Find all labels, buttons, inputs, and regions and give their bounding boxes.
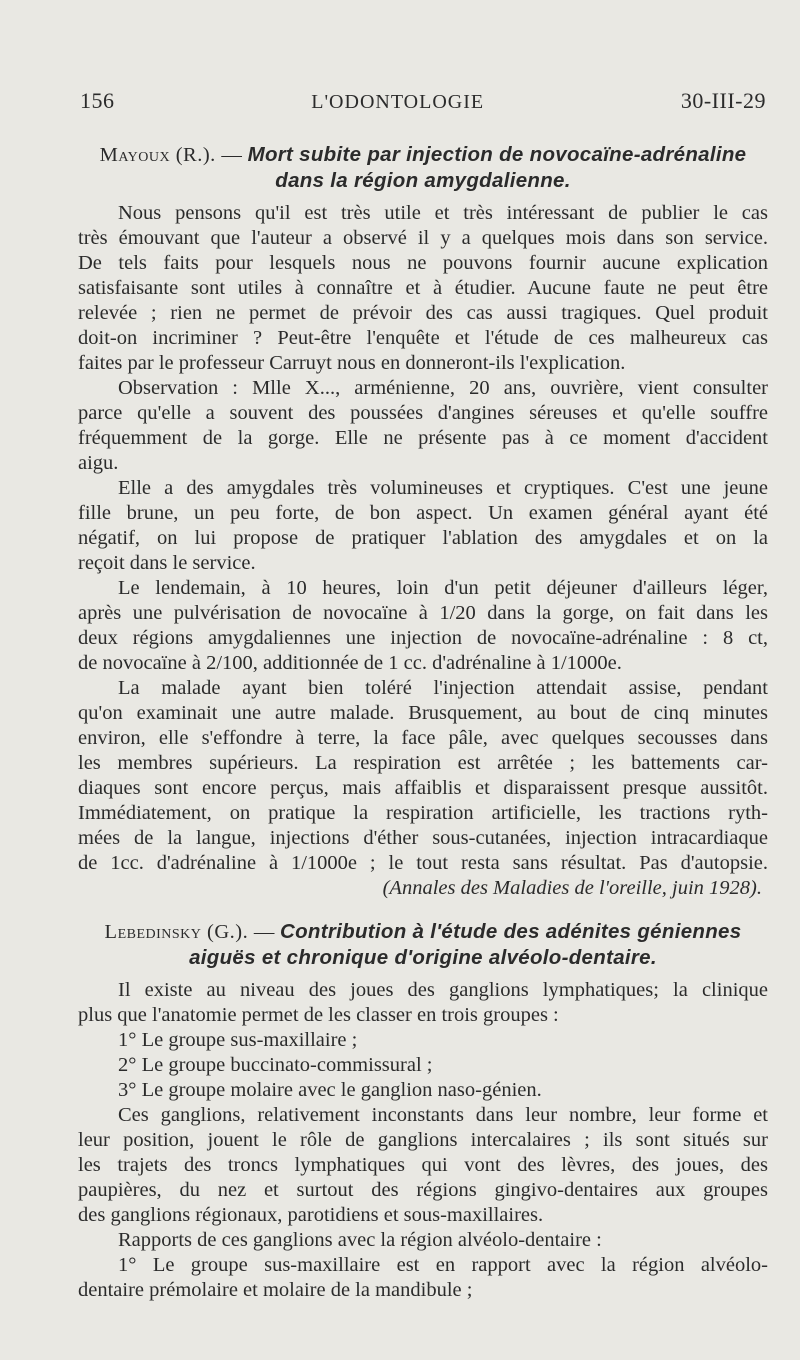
article1-line: aigu.: [78, 452, 119, 474]
article2-title-line1: Contribution à l'étude des adénites géniennes: [279, 920, 742, 943]
article1-line: après une pulvérisation de novocaïne à 1/20 dans la gorge, on fait dans les: [78, 602, 768, 624]
article1-line: Le lendemain, à 10 heures, loin d'un petit déjeuner d'ailleurs léger,: [118, 577, 768, 599]
list-item: 3° Le groupe molaire avec le ganglion naso-génien.: [118, 1079, 542, 1101]
article1-line: environ, elle s'effondre à terre, la face pâle, avec quelques secousses dans: [78, 727, 768, 749]
list-item: 1° Le groupe sus-maxillaire ;: [118, 1029, 358, 1051]
article1-line: reçoit dans le service.: [78, 552, 256, 574]
article1-line: de 1cc. d'adrénaline à 1/1000e ; le tout resta sans résultat. Pas d'autopsie.: [78, 852, 768, 874]
article1-line: Elle a des amygdales très volumineuses et cryptiques. C'est une jeune: [118, 477, 768, 499]
article1-line: qu'on examinait une autre malade. Brusquement, au bout de cinq minutes: [78, 702, 768, 724]
article2-line: des ganglions régionaux, parotidiens et sous-maxillaires.: [78, 1204, 544, 1226]
observation-line: Observation : Mlle X..., arménienne, 20 ans, ouvrière, vient consulter: [118, 377, 768, 399]
article1-line: Nous pensons qu'il est très utile et très intéressant de publier le cas: [118, 202, 768, 224]
article1-heading: [78, 142, 768, 168]
article1-line: satisfaisante sont utiles à connaître et à étudier. Aucune faute ne peut être: [78, 277, 768, 299]
article2-line: plus que l'anatomie permet de les classer en trois groupes :: [78, 1004, 559, 1026]
article2-line: Ces ganglions, relativement inconstants dans leur nombre, leur forme et: [118, 1104, 768, 1126]
article2-line: Rapports de ces ganglions avec la région alvéolo-dentaire :: [118, 1229, 602, 1251]
article2-title-line2: aiguës et chronique d'origine alvéolo-dentaire.: [189, 946, 657, 969]
article1-line: de novocaïne à 2/100, additionnée de 1 cc. d'adrénaline à 1/1000e.: [78, 652, 622, 674]
journal-title: L'ODONTOLOGIE: [311, 91, 485, 113]
article1-line: mées de la langue, injections d'éther sous-cutanées, injection intracardiaque: [78, 827, 768, 849]
article1-line: La malade ayant bien toléré l'injection attendait assise, pendant: [118, 677, 768, 699]
article1-line: doit-on incriminer ? Peut-être l'enquête et l'étude de ces malheureux cas: [78, 327, 768, 349]
article1-title-line2: dans la région amygdalienne.: [275, 169, 571, 192]
citation: (Annales des Maladies de l'oreille, juin 1928).: [382, 877, 762, 899]
article1-author: Mayoux (R.). —: [99, 144, 243, 166]
article2-line: 1° Le groupe sus-maxillaire est en rapport avec la région alvéolo-: [118, 1254, 768, 1276]
article2-line: dentaire prémolaire et molaire de la mandibule ;: [78, 1279, 473, 1301]
page-content: [78, 142, 768, 1303]
article1-line: deux régions amygdaliennes une injection de novocaïne-adrénaline : 8 ct,: [78, 627, 768, 649]
article1-line: faites par le professeur Carruyt nous en donneront-ils l'explication.: [78, 352, 626, 374]
article1-line: parce qu'elle a souvent des poussées d'angines séreuses et qu'elle souffre: [78, 402, 768, 424]
article2-line: Il existe au niveau des joues des ganglions lymphatiques; la clinique: [118, 979, 768, 1001]
list-item: 2° Le groupe buccinato-commissural ;: [118, 1054, 433, 1076]
article2-line: paupières, du nez et surtout des régions gingivo-dentaires aux groupes: [78, 1179, 768, 1201]
article2-line: les trajets des troncs lymphatiques qui vont des lèvres, des joues, des: [78, 1154, 768, 1176]
article2-author: Lebedinsky (G.). —: [104, 921, 275, 943]
article1-line: fréquemment de la gorge. Elle ne présente pas à ce moment d'accident: [78, 427, 768, 449]
article1-line: les membres supérieurs. La respiration est arrêtée ; les battements car-: [78, 752, 768, 774]
article1-title-line1: Mort subite par injection de novocaïne-adrénaline: [247, 143, 747, 166]
article2-heading: [78, 919, 768, 945]
article1-line: relevée ; rien ne permet de prévoir des cas aussi tragiques. Quel produit: [78, 302, 768, 324]
running-head: [80, 88, 766, 114]
article1-line: négatif, on lui propose de pratiquer l'ablation des amygdales et on la: [78, 527, 768, 549]
article2-line: leur position, jouent le rôle de ganglions intercalaires ; ils sont situés sur: [78, 1129, 768, 1151]
article1-line: diaques sont encore perçus, mais affaiblis et disparaissent presque aussitôt.: [78, 777, 768, 799]
article1-line: très émouvant que l'auteur a observé il y a quelques mois dans son service.: [78, 227, 768, 249]
article1-line: De tels faits pour lesquels nous ne pouvons fournir aucune explication: [78, 252, 768, 274]
article1-line: fille brune, un peu forte, de bon aspect. Un examen général ayant été: [78, 502, 768, 524]
article1-line: Immédiatement, on pratique la respiration artificielle, les tractions ryth-: [78, 802, 768, 824]
page-number: 156: [80, 88, 115, 113]
issue-date: 30-III-29: [680, 88, 766, 113]
